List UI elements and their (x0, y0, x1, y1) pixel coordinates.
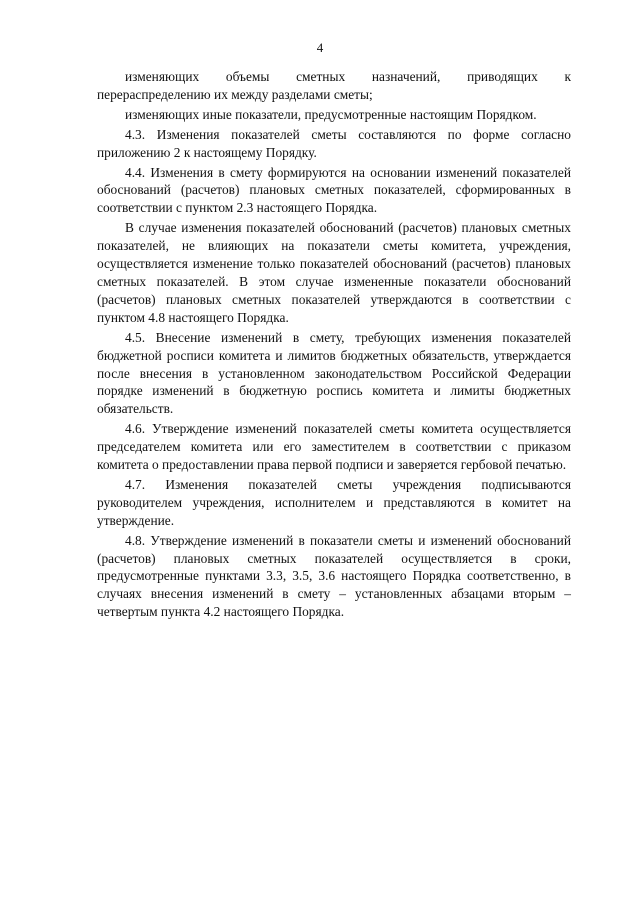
paragraph-4-4-continuation: В случае изменения показателей обоснований (расчетов) плановых сметных показателей, не влияющих на показатели сметы комитета, учреждения, осуществляется изменение только показателей обоснований (расчетов) плановых сметных показателей. В этом случае измененные показатели обоснований (расчетов) плановых сметных показателей утверждаются в соответствии с пунктом 4.8 настоящего Порядка. (97, 220, 571, 325)
document-body (97, 68, 571, 623)
paragraph-4-5: 4.5. Внесение изменений в смету, требующих изменения показателей бюджетной росписи комитета и лимитов бюджетных обязательств, утверждается после внесения в установленном законодательством Российской Федерации порядке изменений в бюджетную роспись комитета и лимиты бюджетных обязательств. (97, 329, 571, 417)
paragraph-list-item-volumes: изменяющих объемы сметных назначений, приводящих к перераспределению их между разделами сметы; (97, 69, 571, 102)
paragraph-4-7: 4.7. Изменения показателей сметы учреждения подписываются руководителем учреждения, исполнителем и представляются в комитет на утверждение. (97, 476, 571, 528)
paragraph-4-8: 4.8. Утверждение изменений в показатели сметы и изменений обоснований (расчетов) плановых сметных показателей осуществляется в сроки, предусмотренные пунктами 3.3, 3.5, 3.6 настоящего Порядка соответственно, в случаях внесения изменений в смету – установленных абзацами вторым – четвертым пункта 4.2 настоящего Порядка. (97, 532, 571, 620)
paragraph-4-3: 4.3. Изменения показателей сметы составляются по форме согласно приложению 2 к настоящему Порядку. (97, 126, 571, 160)
paragraph-list-item-other-indicators: изменяющих иные показатели, предусмотренные настоящим Порядком. (125, 106, 537, 122)
page-number: 4 (316, 40, 324, 55)
paragraph-4-6: 4.6. Утверждение изменений показателей сметы комитета осуществляется председателем комитета или его заместителем в соответствии с приказом комитета о предоставлении права первой подписи и заверяется гербовой печатью. (97, 421, 571, 473)
paragraph-4-4: 4.4. Изменения в смету формируются на основании изменений показателей обоснований (расчетов) плановых сметных показателей, сформированных в соответствии с пунктом 2.3 настоящего Порядка. (97, 164, 571, 216)
